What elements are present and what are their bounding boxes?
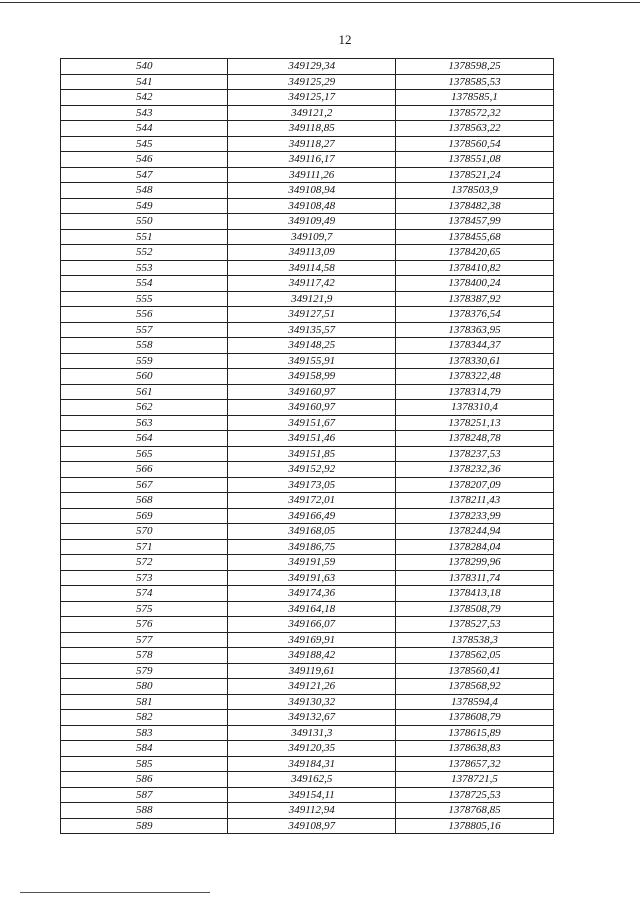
- table-row: [61, 710, 554, 726]
- y-coordinate-cell: 1378560,54: [396, 136, 554, 152]
- point-number-cell: 543: [61, 105, 228, 121]
- table-row: [61, 291, 554, 307]
- table-row: [61, 167, 554, 183]
- page-number: 12: [338, 32, 352, 47]
- x-coordinate-cell: 349125,17: [228, 90, 396, 106]
- y-coordinate-cell: 1378363,95: [396, 322, 554, 338]
- x-coordinate-cell: 349113,09: [228, 245, 396, 261]
- y-coordinate-cell: 1378572,32: [396, 105, 554, 121]
- x-coordinate-cell: 349121,26: [228, 679, 396, 695]
- table-row: [61, 276, 554, 292]
- y-coordinate-cell: 1378420,65: [396, 245, 554, 261]
- table-row: [61, 725, 554, 741]
- point-number-cell: 564: [61, 431, 228, 447]
- table-row: [61, 663, 554, 679]
- table-row: [61, 555, 554, 571]
- x-coordinate-cell: 349174,36: [228, 586, 396, 602]
- y-coordinate-cell: 1378207,09: [396, 477, 554, 493]
- y-coordinate-cell: 1378457,99: [396, 214, 554, 230]
- y-coordinate-cell: 1378563,22: [396, 121, 554, 137]
- table-row: [61, 121, 554, 137]
- x-coordinate-cell: 349116,17: [228, 152, 396, 168]
- point-number-cell: 549: [61, 198, 228, 214]
- table-row: [61, 152, 554, 168]
- point-number-cell: 584: [61, 741, 228, 757]
- x-coordinate-cell: 349188,42: [228, 648, 396, 664]
- x-coordinate-cell: 349151,46: [228, 431, 396, 447]
- point-number-cell: 577: [61, 632, 228, 648]
- x-coordinate-cell: 349162,5: [228, 772, 396, 788]
- x-coordinate-cell: 349117,42: [228, 276, 396, 292]
- y-coordinate-cell: 1378527,53: [396, 617, 554, 633]
- point-number-cell: 565: [61, 446, 228, 462]
- table-row: [61, 818, 554, 834]
- y-coordinate-cell: 1378768,85: [396, 803, 554, 819]
- point-number-cell: 587: [61, 787, 228, 803]
- table-row: [61, 617, 554, 633]
- y-coordinate-cell: 1378657,32: [396, 756, 554, 772]
- table-row: [61, 756, 554, 772]
- point-number-cell: 551: [61, 229, 228, 245]
- point-number-cell: 548: [61, 183, 228, 199]
- y-coordinate-cell: 1378248,78: [396, 431, 554, 447]
- x-coordinate-cell: 349127,51: [228, 307, 396, 323]
- table-row: [61, 586, 554, 602]
- point-number-cell: 585: [61, 756, 228, 772]
- y-coordinate-cell: 1378455,68: [396, 229, 554, 245]
- y-coordinate-cell: 1378233,99: [396, 508, 554, 524]
- point-number-cell: 541: [61, 74, 228, 90]
- point-number-cell: 581: [61, 694, 228, 710]
- table-row: [61, 136, 554, 152]
- point-number-cell: 557: [61, 322, 228, 338]
- y-coordinate-cell: 1378608,79: [396, 710, 554, 726]
- table-row: [61, 400, 554, 416]
- point-number-cell: 574: [61, 586, 228, 602]
- point-number-cell: 559: [61, 353, 228, 369]
- table-row: [61, 245, 554, 261]
- y-coordinate-cell: 1378482,38: [396, 198, 554, 214]
- y-coordinate-cell: 1378638,83: [396, 741, 554, 757]
- y-coordinate-cell: 1378615,89: [396, 725, 554, 741]
- table-row: [61, 74, 554, 90]
- point-number-cell: 571: [61, 539, 228, 555]
- point-number-cell: 583: [61, 725, 228, 741]
- y-coordinate-cell: 1378251,13: [396, 415, 554, 431]
- y-coordinate-cell: 1378410,82: [396, 260, 554, 276]
- point-number-cell: 568: [61, 493, 228, 509]
- table-row: [61, 105, 554, 121]
- x-coordinate-cell: 349191,63: [228, 570, 396, 586]
- point-number-cell: 578: [61, 648, 228, 664]
- x-coordinate-cell: 349135,57: [228, 322, 396, 338]
- point-number-cell: 552: [61, 245, 228, 261]
- table-row: [61, 694, 554, 710]
- x-coordinate-cell: 349118,27: [228, 136, 396, 152]
- point-number-cell: 556: [61, 307, 228, 323]
- x-coordinate-cell: 349148,25: [228, 338, 396, 354]
- x-coordinate-cell: 349111,26: [228, 167, 396, 183]
- y-coordinate-cell: 1378560,41: [396, 663, 554, 679]
- table-row: [61, 198, 554, 214]
- x-coordinate-cell: 349108,48: [228, 198, 396, 214]
- table-row: [61, 477, 554, 493]
- point-number-cell: 545: [61, 136, 228, 152]
- table-row: [61, 493, 554, 509]
- y-coordinate-cell: 1378244,94: [396, 524, 554, 540]
- coordinates-table: [60, 58, 554, 834]
- y-coordinate-cell: 1378237,53: [396, 446, 554, 462]
- point-number-cell: 544: [61, 121, 228, 137]
- x-coordinate-cell: 349151,85: [228, 446, 396, 462]
- point-number-cell: 589: [61, 818, 228, 834]
- y-coordinate-cell: 1378330,61: [396, 353, 554, 369]
- table-row: [61, 508, 554, 524]
- y-coordinate-cell: 1378211,43: [396, 493, 554, 509]
- y-coordinate-cell: 1378551,08: [396, 152, 554, 168]
- point-number-cell: 573: [61, 570, 228, 586]
- point-number-cell: 540: [61, 59, 228, 75]
- y-coordinate-cell: 1378387,92: [396, 291, 554, 307]
- point-number-cell: 570: [61, 524, 228, 540]
- x-coordinate-cell: 349114,58: [228, 260, 396, 276]
- y-coordinate-cell: 1378376,54: [396, 307, 554, 323]
- table-row: [61, 679, 554, 695]
- y-coordinate-cell: 1378805,16: [396, 818, 554, 834]
- table-row: [61, 229, 554, 245]
- y-coordinate-cell: 1378508,79: [396, 601, 554, 617]
- point-number-cell: 542: [61, 90, 228, 106]
- x-coordinate-cell: 349129,34: [228, 59, 396, 75]
- x-coordinate-cell: 349169,91: [228, 632, 396, 648]
- y-coordinate-cell: 1378299,96: [396, 555, 554, 571]
- x-coordinate-cell: 349186,75: [228, 539, 396, 555]
- point-number-cell: 575: [61, 601, 228, 617]
- x-coordinate-cell: 349121,2: [228, 105, 396, 121]
- table-body: [61, 59, 554, 834]
- table-row: [61, 214, 554, 230]
- point-number-cell: 572: [61, 555, 228, 571]
- y-coordinate-cell: 1378400,24: [396, 276, 554, 292]
- table-row: [61, 462, 554, 478]
- point-number-cell: 560: [61, 369, 228, 385]
- y-coordinate-cell: 1378598,25: [396, 59, 554, 75]
- point-number-cell: 569: [61, 508, 228, 524]
- table-row: [61, 384, 554, 400]
- y-coordinate-cell: 1378585,53: [396, 74, 554, 90]
- point-number-cell: 580: [61, 679, 228, 695]
- x-coordinate-cell: 349118,85: [228, 121, 396, 137]
- x-coordinate-cell: 349166,07: [228, 617, 396, 633]
- y-coordinate-cell: 1378311,74: [396, 570, 554, 586]
- x-coordinate-cell: 349173,05: [228, 477, 396, 493]
- x-coordinate-cell: 349160,97: [228, 400, 396, 416]
- table-row: [61, 353, 554, 369]
- x-coordinate-cell: 349184,31: [228, 756, 396, 772]
- y-coordinate-cell: 1378314,79: [396, 384, 554, 400]
- table-row: [61, 632, 554, 648]
- table-row: [61, 59, 554, 75]
- x-coordinate-cell: 349155,91: [228, 353, 396, 369]
- y-coordinate-cell: 1378413,18: [396, 586, 554, 602]
- x-coordinate-cell: 349119,61: [228, 663, 396, 679]
- x-coordinate-cell: 349158,99: [228, 369, 396, 385]
- bottom-rule: [20, 892, 210, 893]
- table-row: [61, 260, 554, 276]
- x-coordinate-cell: 349109,49: [228, 214, 396, 230]
- point-number-cell: 558: [61, 338, 228, 354]
- table-row: [61, 446, 554, 462]
- x-coordinate-cell: 349132,67: [228, 710, 396, 726]
- x-coordinate-cell: 349166,49: [228, 508, 396, 524]
- y-coordinate-cell: 1378568,92: [396, 679, 554, 695]
- table-row: [61, 570, 554, 586]
- table-row: [61, 741, 554, 757]
- x-coordinate-cell: 349121,9: [228, 291, 396, 307]
- table-row: [61, 431, 554, 447]
- table-row: [61, 787, 554, 803]
- table-row: [61, 90, 554, 106]
- y-coordinate-cell: 1378310,4: [396, 400, 554, 416]
- x-coordinate-cell: 349112,94: [228, 803, 396, 819]
- point-number-cell: 561: [61, 384, 228, 400]
- point-number-cell: 550: [61, 214, 228, 230]
- point-number-cell: 582: [61, 710, 228, 726]
- point-number-cell: 579: [61, 663, 228, 679]
- table-row: [61, 601, 554, 617]
- top-rule: [0, 2, 640, 3]
- point-number-cell: 555: [61, 291, 228, 307]
- x-coordinate-cell: 349154,11: [228, 787, 396, 803]
- point-number-cell: 567: [61, 477, 228, 493]
- y-coordinate-cell: 1378725,53: [396, 787, 554, 803]
- point-number-cell: 546: [61, 152, 228, 168]
- x-coordinate-cell: 349172,01: [228, 493, 396, 509]
- x-coordinate-cell: 349191,59: [228, 555, 396, 571]
- table-row: [61, 803, 554, 819]
- y-coordinate-cell: 1378562,05: [396, 648, 554, 664]
- x-coordinate-cell: 349131,3: [228, 725, 396, 741]
- point-number-cell: 576: [61, 617, 228, 633]
- x-coordinate-cell: 349160,97: [228, 384, 396, 400]
- point-number-cell: 588: [61, 803, 228, 819]
- y-coordinate-cell: 1378322,48: [396, 369, 554, 385]
- point-number-cell: 553: [61, 260, 228, 276]
- point-number-cell: 562: [61, 400, 228, 416]
- y-coordinate-cell: 1378594,4: [396, 694, 554, 710]
- x-coordinate-cell: 349130,32: [228, 694, 396, 710]
- x-coordinate-cell: 349151,67: [228, 415, 396, 431]
- table-row: [61, 369, 554, 385]
- point-number-cell: 566: [61, 462, 228, 478]
- table-row: [61, 183, 554, 199]
- y-coordinate-cell: 1378503,9: [396, 183, 554, 199]
- x-coordinate-cell: 349164,18: [228, 601, 396, 617]
- x-coordinate-cell: 349152,92: [228, 462, 396, 478]
- x-coordinate-cell: 349125,29: [228, 74, 396, 90]
- table-row: [61, 307, 554, 323]
- y-coordinate-cell: 1378521,24: [396, 167, 554, 183]
- x-coordinate-cell: 349108,94: [228, 183, 396, 199]
- x-coordinate-cell: 349108,97: [228, 818, 396, 834]
- point-number-cell: 554: [61, 276, 228, 292]
- x-coordinate-cell: 349168,05: [228, 524, 396, 540]
- point-number-cell: 563: [61, 415, 228, 431]
- table-row: [61, 648, 554, 664]
- table-row: [61, 338, 554, 354]
- table-row: [61, 772, 554, 788]
- table-row: [61, 322, 554, 338]
- y-coordinate-cell: 1378585,1: [396, 90, 554, 106]
- table-row: [61, 539, 554, 555]
- y-coordinate-cell: 1378284,04: [396, 539, 554, 555]
- x-coordinate-cell: 349120,35: [228, 741, 396, 757]
- y-coordinate-cell: 1378344,37: [396, 338, 554, 354]
- x-coordinate-cell: 349109,7: [228, 229, 396, 245]
- point-number-cell: 586: [61, 772, 228, 788]
- y-coordinate-cell: 1378721,5: [396, 772, 554, 788]
- y-coordinate-cell: 1378232,36: [396, 462, 554, 478]
- table-row: [61, 524, 554, 540]
- table-row: [61, 415, 554, 431]
- point-number-cell: 547: [61, 167, 228, 183]
- y-coordinate-cell: 1378538,3: [396, 632, 554, 648]
